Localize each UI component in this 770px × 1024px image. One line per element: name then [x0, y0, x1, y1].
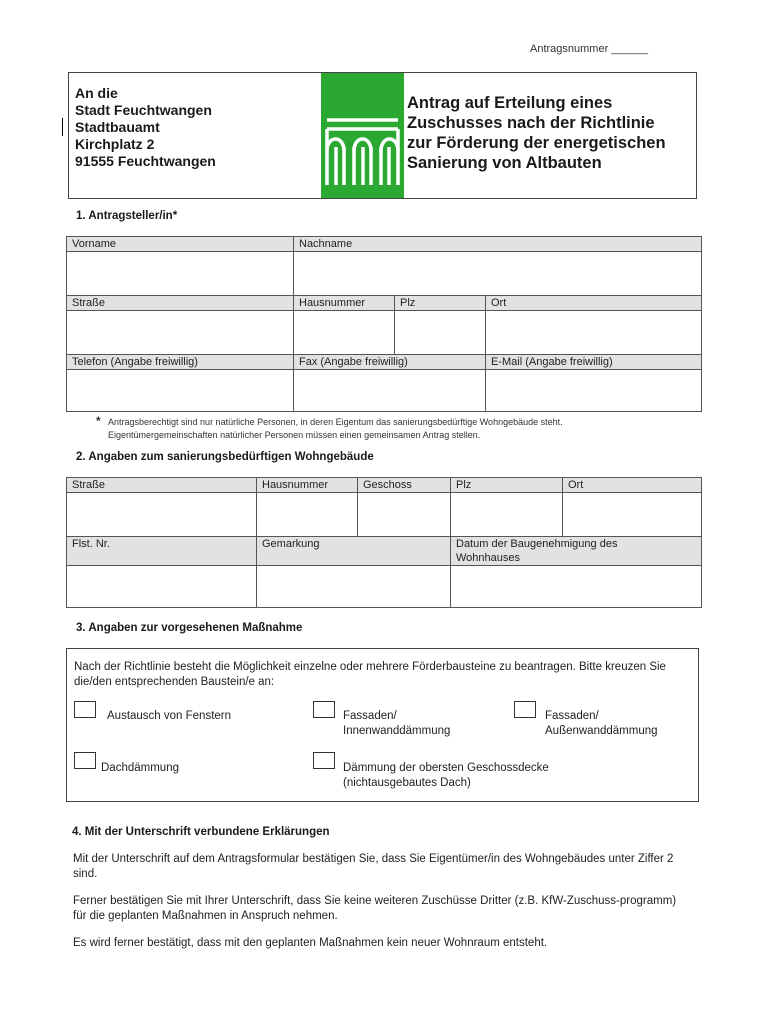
b-geschoss-field[interactable] [358, 493, 451, 537]
plz-label: Plz [395, 296, 486, 311]
note-asterisk: * [96, 414, 101, 428]
hausnummer-label: Hausnummer [294, 296, 395, 311]
b-ort-label: Ort [563, 478, 702, 493]
b-geschoss-label: Geschoss [358, 478, 451, 493]
title-line: Sanierung von Altbauten [407, 154, 602, 172]
baugenehmigung-label [451, 537, 702, 566]
b-strasse-label: Straße [67, 478, 257, 493]
email-field[interactable] [486, 370, 702, 412]
address-line: Stadt Feuchtwangen [75, 102, 212, 118]
address-line: Kirchplatz 2 [75, 136, 155, 152]
ort-label: Ort [486, 296, 702, 311]
checkbox-dach[interactable] [74, 752, 96, 769]
checkbox-fenster[interactable] [74, 701, 96, 718]
option-geschossdecke-label [343, 761, 549, 791]
b-hausnummer-field[interactable] [257, 493, 358, 537]
fax-field[interactable] [294, 370, 486, 412]
section-3-heading: 3. Angaben zur vorgesehenen Maßnahme [76, 622, 303, 634]
b-ort-field[interactable] [563, 493, 702, 537]
nachname-field[interactable] [294, 252, 702, 296]
ort-field[interactable] [486, 311, 702, 355]
antragsnummer: Antragsnummer ______ [530, 43, 649, 55]
label-line: Datum der Baugenehmigung des [456, 538, 618, 550]
gemarkung-label: Gemarkung [257, 537, 451, 566]
strasse-label: Straße [67, 296, 294, 311]
address-line: Stadtbauamt [75, 119, 160, 135]
option-aussenwand-label [545, 709, 658, 739]
address-line: An die [75, 85, 118, 101]
option-innenwand-label [343, 709, 450, 739]
eligibility-note [96, 416, 563, 442]
section-1-heading: 1. Antragsteller/in* [76, 210, 178, 222]
vorname-label: Vorname [67, 237, 294, 252]
label-line: Außenwanddämmung [545, 725, 658, 737]
telefon-field[interactable] [67, 370, 294, 412]
gemarkung-field[interactable] [257, 566, 451, 608]
nachname-label: Nachname [294, 237, 702, 252]
text-cursor [62, 118, 63, 136]
email-label: E-Mail (Angabe freiwillig) [486, 355, 702, 370]
label-line: Fassaden/ [343, 710, 397, 722]
b-strasse-field[interactable] [67, 493, 257, 537]
city-logo-icon [321, 73, 404, 198]
checkbox-geschossdecke[interactable] [313, 752, 335, 769]
address-line: 91555 Feuchtwangen [75, 153, 216, 169]
checkbox-aussenwand[interactable] [514, 701, 536, 718]
measures-box [66, 648, 699, 802]
plz-field[interactable] [395, 311, 486, 355]
baugenehmigung-field[interactable] [451, 566, 702, 608]
b-plz-field[interactable] [451, 493, 563, 537]
applicant-table [66, 236, 702, 412]
section-4-heading: 4. Mit der Unterschrift verbundene Erklärungen [72, 826, 330, 838]
fax-label: Fax (Angabe freiwillig) [294, 355, 486, 370]
vorname-field[interactable] [67, 252, 294, 296]
form-title [407, 93, 697, 173]
title-line: zur Förderung der energetischen [407, 134, 666, 152]
title-line: Antrag auf Erteilung eines [407, 94, 613, 112]
section-2-heading: 2. Angaben zum sanierungsbedürftigen Wohngebäude [76, 451, 374, 463]
declaration-paragraph: Ferner bestätigen Sie mit Ihrer Unterschrift, dass Sie keine weiteren Zuschüsse Dritter (z.B. KfW-Zuschuss-programm) für die geplanten Maßnahmen in Anspruch nehmen. [73, 895, 677, 922]
checkbox-innenwand[interactable] [313, 701, 335, 718]
telefon-label: Telefon (Angabe freiwillig) [67, 355, 294, 370]
declaration-paragraph: Mit der Unterschrift auf dem Antragsformular bestätigen Sie, dass Sie Eigentümer/in des Wohngebäudes unter Ziffer 2 sind. [73, 853, 674, 880]
b-plz-label: Plz [451, 478, 563, 493]
recipient-address [75, 85, 216, 170]
label-line: Fassaden/ [545, 710, 599, 722]
building-table [66, 477, 702, 608]
hausnummer-field[interactable] [294, 311, 395, 355]
b-hausnummer-label: Hausnummer [257, 478, 358, 493]
option-fenster-label: Austausch von Fenstern [107, 710, 232, 722]
label-line: Wohnhauses [456, 552, 521, 564]
option-dach-label: Dachdämmung [101, 762, 179, 774]
strasse-field[interactable] [67, 311, 294, 355]
label-line: Innenwanddämmung [343, 725, 451, 737]
measures-intro: Nach der Richtlinie besteht die Möglichkeit einzelne oder mehrere Förderbausteine zu beantragen. Bitte kreuzen Sie die/den entsprechenden Baustein/e an: [74, 661, 666, 688]
title-line: Zuschusses nach der Richtlinie [407, 114, 655, 132]
note-line: Eigentümergemeinschaften natürlicher Personen müssen einen gemeinsamen Antrag stellen. [108, 430, 481, 440]
label-line: (nichtausgebautes Dach) [343, 777, 471, 789]
header-box [68, 72, 697, 199]
flst-field[interactable] [67, 566, 257, 608]
flst-label: Flst. Nr. [67, 537, 257, 566]
note-line: Antragsberechtigt sind nur natürliche Personen, in deren Eigentum das sanierungsbedürftige Wohngebäude steht. [108, 417, 563, 427]
label-line: Dämmung der obersten Geschossdecke [343, 762, 549, 774]
declaration-paragraph: Es wird ferner bestätigt, dass mit den geplanten Maßnahmen kein neuer Wohnraum entsteht. [73, 937, 548, 949]
